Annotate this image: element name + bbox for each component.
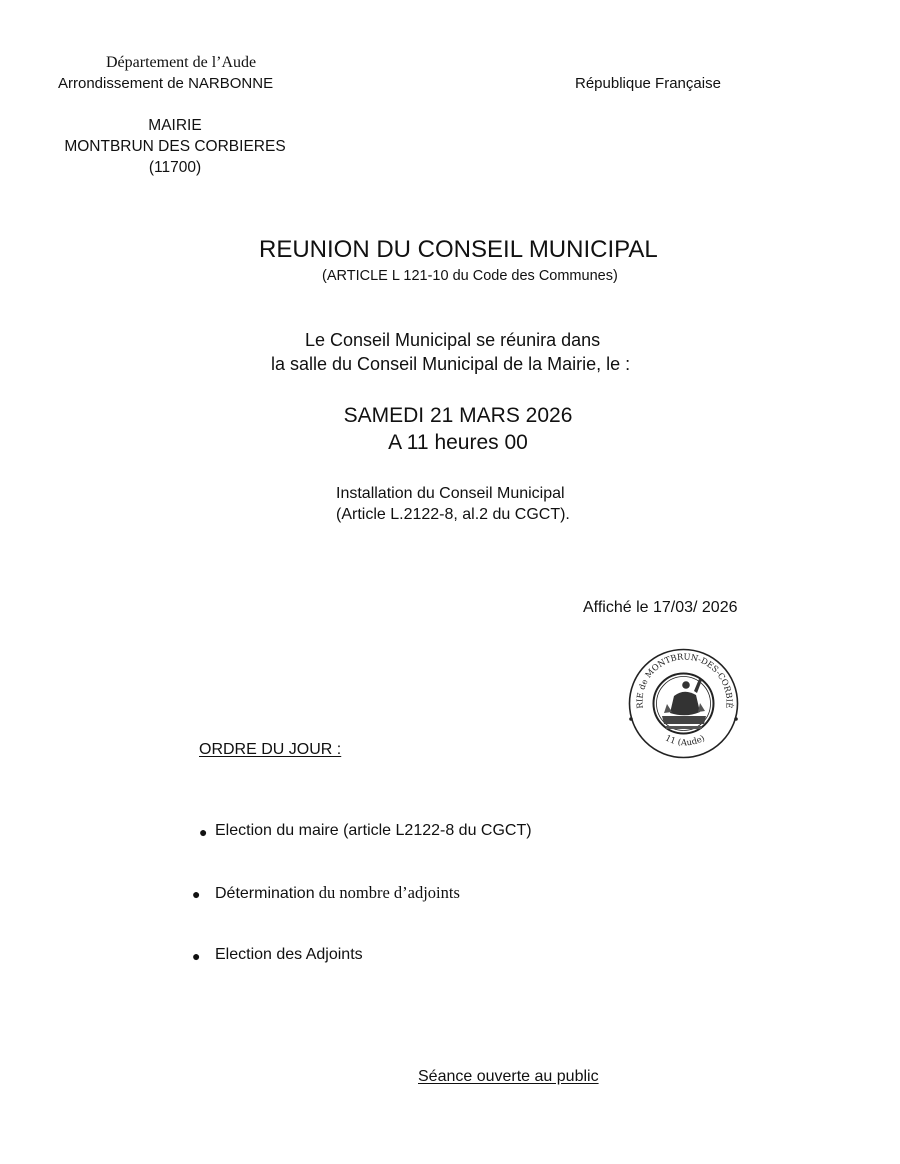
posted-date: Affiché le 17/03/ 2026 bbox=[583, 599, 738, 616]
public-session-note: Séance ouverte au public bbox=[418, 1068, 599, 1085]
intro-line-1: Le Conseil Municipal se réunira dans bbox=[305, 330, 601, 350]
republic-line: République Française bbox=[575, 75, 721, 92]
meeting-datetime bbox=[308, 402, 608, 456]
mairie-label: MAIRIE bbox=[148, 117, 202, 134]
commune-name: MONTBRUN DES CORBIERES bbox=[64, 138, 286, 155]
meeting-time: A 11 heures 00 bbox=[388, 431, 528, 454]
agenda-item-text: Election des Adjoints bbox=[215, 946, 363, 963]
agenda-heading: ORDRE DU JOUR : bbox=[199, 741, 342, 758]
postal-code: (11700) bbox=[148, 159, 202, 176]
department-line: Département de l’Aude bbox=[106, 54, 257, 71]
page-title: REUNION DU CONSEIL MUNICIPAL bbox=[259, 236, 658, 263]
bullet-icon: ● bbox=[192, 948, 201, 964]
agenda-item-text-part-b: du nombre d’adjoints bbox=[314, 883, 460, 902]
svg-text:MAIRIE de MONTBRUN-DES-CORBIÈR: RIE de MONTBRUN-DES-CORBIÈ bbox=[634, 651, 735, 710]
meeting-date: SAMEDI 21 MARS 2026 bbox=[343, 404, 573, 427]
agenda-item-text bbox=[215, 883, 460, 903]
meeting-subject bbox=[336, 483, 570, 525]
agenda-item-text-part-a: Détermination bbox=[215, 885, 315, 902]
mairie-stamp bbox=[626, 646, 741, 761]
mairie-block bbox=[40, 115, 310, 178]
agenda-item-text: Election du maire (article L2122-8 du CGCT) bbox=[215, 822, 532, 839]
subject-line-1: Installation du Conseil Municipal bbox=[336, 485, 565, 502]
stamp-seal-icon bbox=[626, 646, 741, 761]
svg-text:11 (Aude): 11 (Aude) bbox=[663, 733, 707, 749]
intro-line-2: la salle du Conseil Municipal de la Mairie, le : bbox=[271, 354, 631, 374]
title-article: (ARTICLE L 121-10 du Code des Communes) bbox=[322, 268, 618, 284]
bullet-icon: ● bbox=[199, 824, 208, 840]
bullet-icon: ● bbox=[192, 886, 201, 902]
arrondissement-line: Arrondissement de NARBONNE bbox=[58, 75, 274, 92]
subject-line-2: (Article L.2122-8, al.2 du CGCT). bbox=[336, 506, 570, 523]
